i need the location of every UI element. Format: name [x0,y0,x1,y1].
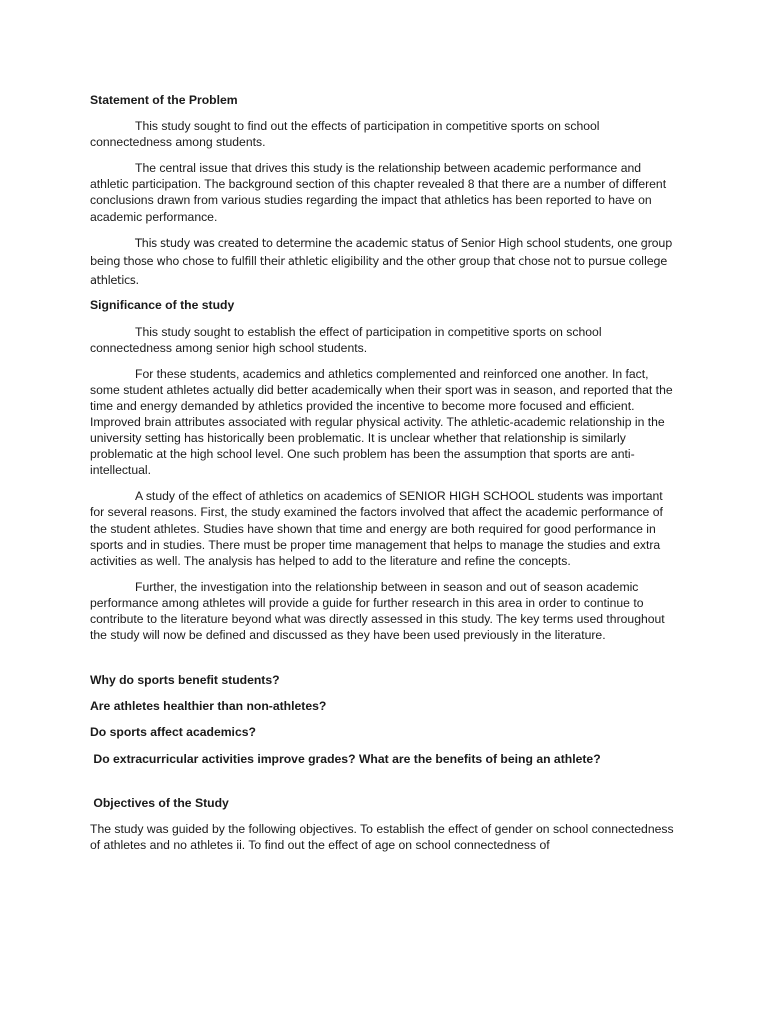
significance-paragraph-4: Further, the investigation into the relationship between in season and out of season academic performance among athletes will provide a guide for further research in this area in order to continue to contribute to the literature beyond what was directly assessed in this study. The key terms used throughout the study will now be defined and discussed as they have been used previously in the literature. [90,579,665,643]
question-item: Do sports affect academics? [90,725,256,740]
statement-paragraph-2: The central issue that drives this study is the relationship between academic performance and athletic participation. The background section of this chapter revealed 8 that there are a number of different conclusions drawn from various studies regarding the impact that athletics has been reported to have on academic performance. [90,161,667,224]
significance-heading: Significance of the study [90,298,235,313]
significance-paragraph-1: This study sought to establish the effect of participation in competitive sports on school connectedness among senior high school students. [90,324,602,355]
question-item: Are athletes healthier than non-athletes? [90,699,327,714]
objectives-heading: Objectives of the Study [90,795,229,810]
statement-paragraph-1: This study sought to find out the effects of participation in competitive sports on school connectedness among students. [90,119,600,150]
question-item: Do extracurricular activities improve grades? What are the benefits of being an athlete? [90,751,601,766]
objectives-paragraph: The study was guided by the following objectives. To establish the effect of gender on school connectedness of athletes and no athletes ii. To find out the effect of age on school connectedness of [90,821,674,852]
question-item: Why do sports benefit students? [90,673,280,688]
statement-heading: Statement of the Problem [90,93,238,107]
document-body [90,92,680,853]
significance-paragraph-2: For these students, academics and athletics complemented and reinforced one another. In fact, some student athletes actually did better academically when their sport was in season, and reported that the time and energy demanded by athletics provided the incentive to become more focused and efficient. Improved brain attributes associated with regular physical activity. The athletic-academic relationship in the university setting has historically been problematic. It is unclear whether that relationship is similarly problematic at the high school level. One such problem has been the assumption that sports are anti-intellectual. [90,366,673,478]
significance-paragraph-3: A study of the effect of athletics on academics of SENIOR HIGH SCHOOL students was important for several reasons. First, the study examined the factors involved that affect the academic performance of the student athletes. Studies have shown that time and energy are both required for good performance in sports and in studies. There must be proper time management that helps to manage the studies and extra activities as well. The analysis has helped to add to the literature and refine the concepts. [90,489,663,568]
statement-paragraph-3: This study was created to determine the academic status of Senior High school students, one group being those who chose to fulfill their athletic eligibility and the other group that chose not to pursue college athletics. [90,235,672,287]
